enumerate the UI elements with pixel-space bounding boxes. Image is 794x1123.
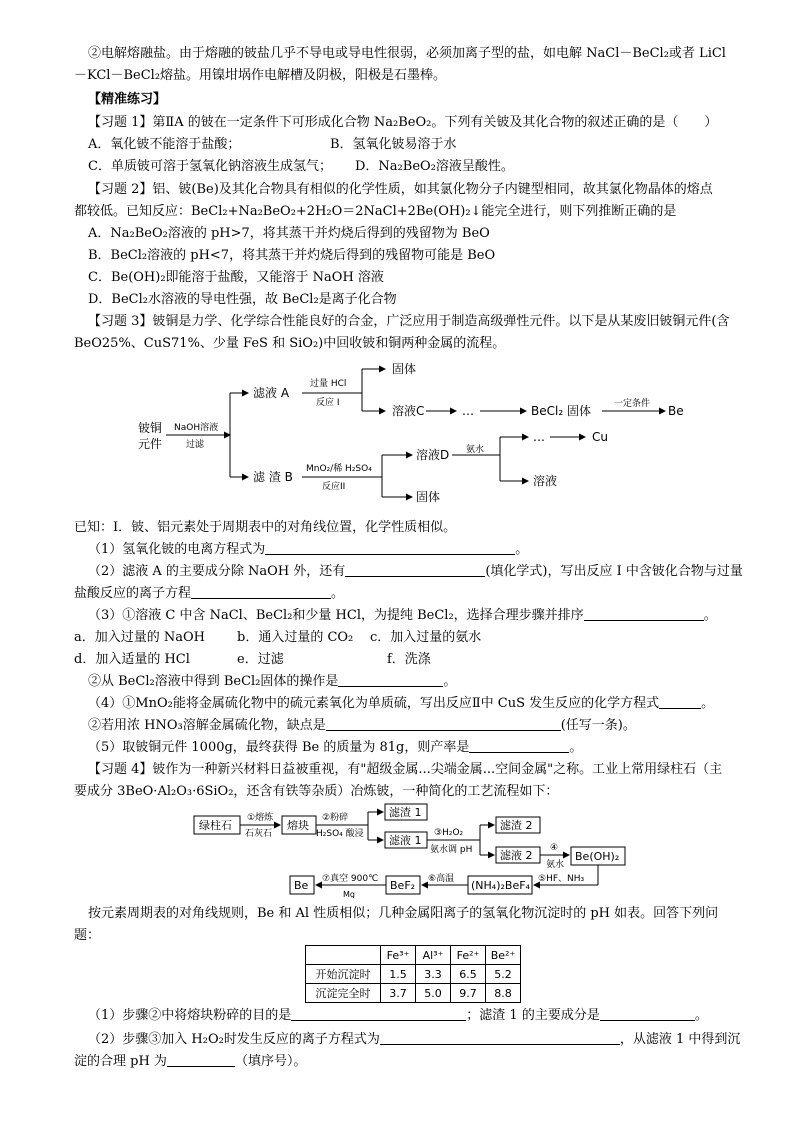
answer-blank[interactable] xyxy=(469,739,569,753)
flow-be: Be xyxy=(668,404,684,418)
table-header-cell: Fe³⁺ xyxy=(381,946,416,965)
q3-part2-end: 。 xyxy=(331,586,345,601)
q3-opt-a: a．加入过量的 NaOH xyxy=(74,630,206,645)
table-row xyxy=(306,984,521,1003)
ph-table xyxy=(305,945,521,1003)
answer-blank[interactable] xyxy=(380,1031,620,1045)
table-cell: 沉淀完全时 xyxy=(306,984,381,1003)
q4-part2-text-d: （填序号）。 xyxy=(234,1054,307,1069)
q2-stem-2: 都较低。已知反应：BeCl₂+Na₂BeO₂+2H₂O＝2NaCl+2Be(OH)₂↓能完全进行，则下列推断正确的是 xyxy=(74,204,677,219)
q4-part1 xyxy=(88,1006,708,1026)
table-cell: 1.5 xyxy=(381,965,416,984)
table-cell: 6.5 xyxy=(451,965,486,984)
q1-option-c: C．单质铍可溶于氢氧化钠溶液生成氢气； xyxy=(88,159,332,174)
flow-be: Be xyxy=(294,879,309,892)
q3-part3b xyxy=(88,672,456,692)
q4-part2-text-c: 淀的合理 pH 为 xyxy=(74,1054,167,1069)
table-row xyxy=(306,965,521,984)
q3-part4 xyxy=(88,694,714,714)
flow-dots-1: … xyxy=(462,404,474,418)
flow-mg: Mg xyxy=(343,890,355,898)
flow-s4: ④ xyxy=(550,843,559,853)
q2-option-c: C．Be(OH)₂即能溶于盐酸，又能溶于 NaOH 溶液 xyxy=(88,270,384,285)
table-cell: 3.3 xyxy=(416,965,451,984)
q3-part4b xyxy=(88,716,636,736)
q4-part2 xyxy=(88,1030,740,1050)
intro-line-1: ②电解熔融盐。由于熔融的铍盐几乎不导电或导电性很弱，必须加离子型的盐，如电解 NaCl－BeCl₂或者 LiCl xyxy=(88,46,726,61)
flow-fil2: 滤液 2 xyxy=(500,849,533,862)
intro-line-2: －KCl－BeCl₂熔盐。用镍坩埚作电解槽及阴极，阳极是石墨棒。 xyxy=(74,68,447,83)
q3-part1 xyxy=(88,540,528,560)
section-heading: 【精准练习】 xyxy=(88,92,167,107)
q2-option-b: B．BeCl₂溶液的 pH<7，将其蒸干并灼烧后得到的残留物可能是 BeO xyxy=(88,248,496,263)
q3-part4-text: （4）①MnO₂能将金属硫化物中的硫元素氧化为单质硫，写出反应Ⅱ中 CuS 发生反应的化学方程式 xyxy=(88,696,660,711)
q3-opt-d: d．加入适量的 HCl xyxy=(74,652,190,667)
flow-melt: 熔块 xyxy=(287,819,309,832)
q4-part1-end: 。 xyxy=(694,1008,708,1023)
table-header-cell: Fe²⁺ xyxy=(451,946,486,965)
flow-filtrate-a: 滤液 A xyxy=(253,386,290,400)
q2-option-d: D．BeCl₂水溶液的导电性强，故 BeCl₂是离子化合物 xyxy=(88,292,397,307)
q3-part1-text: （1）氢氧化铍的电离方程式为 xyxy=(88,542,266,557)
q1-option-d: D．Na₂BeO₂溶液呈酸性。 xyxy=(355,159,514,174)
flow-s1: ①熔炼 xyxy=(247,813,274,823)
q3-opt-f: f．洗涤 xyxy=(387,652,431,667)
q2-stem-1: 【习题 2】铝、铍(Be)及其化合物具有相似的化学性质，如其氯化物分子内键型相同，故其氯化物晶体的熔点 xyxy=(88,182,713,197)
q4-part2-text: （2）步骤③加入 H₂O₂时发生反应的离子方程式为 xyxy=(88,1032,380,1047)
answer-blank[interactable] xyxy=(291,1007,466,1021)
q4-stem-2: 要成分 3BeO·Al₂O₃·6SiO₂，还含有铁等杂质）冶炼铍，一种简化的工艺流程如下： xyxy=(74,784,559,799)
flow-solid-1: 固体 xyxy=(392,362,417,376)
q3-part1-end: 。 xyxy=(515,542,529,557)
q3-part2-text: （2）滤液 A 的主要成分除 NaOH 外，还有 xyxy=(88,564,346,579)
flow-residue-b: 滤 渣 B xyxy=(253,470,293,484)
q3-part5-end: 。 xyxy=(569,740,583,755)
flow-s5: ⑤HF、NH₃ xyxy=(538,874,585,884)
flow-s2: ②粉碎 xyxy=(322,813,349,823)
table-header-row xyxy=(306,946,521,965)
flow-sol: 溶液 xyxy=(533,474,558,488)
q3-part2 xyxy=(88,562,743,582)
q4-part2-line2 xyxy=(74,1052,306,1072)
q3-opt-b: b．通入过量的 CO₂ xyxy=(237,630,354,645)
flow-s7: ⑦真空 900℃ xyxy=(322,874,379,884)
q4-text-1: 按元素周期表的对角线规则，Be 和 Al 性质相似；几种金属阳离子的氢氧化物沉淀时的 pH 如表。回答下列问 xyxy=(88,906,719,921)
flow-beoh2: Be(OH)₂ xyxy=(575,850,620,863)
q2-option-a: A．Na₂BeO₂溶液的 pH>7，将其蒸干并灼烧后得到的残留物为 BeO xyxy=(88,226,490,241)
q3-stem-1: 【习题 3】铍铜是力学、化学综合性能良好的合金，广泛应用于制造高级弹性元件。以下是从某废旧铍铜元件(含 xyxy=(88,314,730,329)
flow-nh3: 氨水 xyxy=(466,445,485,455)
table-cell: 3.7 xyxy=(381,984,416,1003)
q3-part2-text-c: 盐酸反应的离子方程 xyxy=(74,586,192,601)
table-header-cell: Al³⁺ xyxy=(416,946,451,965)
answer-blank[interactable] xyxy=(338,673,443,687)
flow-start-1: 铍铜 xyxy=(138,421,163,435)
q3-known: 已知：I．铍、铝元素处于周期表中的对角线位置，化学性质相似。 xyxy=(74,520,457,535)
q1-stem: 【习题 1】第ⅡA 的铍在一定条件下可形成化合物 Na₂BeO₂。下列有关铍及其化合物的叙述正确的是（ ） xyxy=(88,115,718,130)
flow-hcl: 过量 HCl xyxy=(310,379,347,389)
q3-part4b-tail: (任写一条)。 xyxy=(560,718,636,733)
flow-solid-2: 固体 xyxy=(416,490,441,504)
q4-part1-text: （1）步骤②中将熔块粉碎的目的是 xyxy=(88,1008,292,1023)
flow-res2: 滤渣 2 xyxy=(500,819,533,832)
flow-rxn1: 反应 I xyxy=(316,398,340,408)
q4-part1-text-b: ；滤渣 1 的主要成分是 xyxy=(466,1008,600,1023)
flow-cond: 一定条件 xyxy=(614,399,651,409)
flow-fil1: 滤液 1 xyxy=(389,834,422,847)
flow-op-filter: 过滤 xyxy=(186,440,205,450)
q4-flowchart xyxy=(190,802,630,898)
flow-beryl: 绿柱石 xyxy=(199,819,232,832)
answer-blank[interactable] xyxy=(265,541,515,555)
q3-stem-2: BeO25%、CuS71%、少量 FeS 和 SiO₂)中回收铍和铜两种金属的流程。 xyxy=(74,336,506,351)
q1-option-b: B．氢氧化铍易溶于水 xyxy=(330,137,457,152)
flow-acid: H₂SO₄ 酸浸 xyxy=(316,829,364,839)
flow-bef2: BeF₂ xyxy=(390,879,416,892)
q3-part4b-text: ②若用浓 HNO₃溶解金属硫化物，缺点是 xyxy=(88,718,326,733)
q3-part3b-end: 。 xyxy=(443,674,457,689)
flow-sol-d: 溶液D xyxy=(416,448,450,462)
answer-blank[interactable] xyxy=(659,695,701,709)
flow-cu: Cu xyxy=(592,430,608,444)
q3-part4-end: 。 xyxy=(701,696,715,711)
flow-sol-c: 溶液C xyxy=(392,404,425,418)
flow-ammo2: 氨水 xyxy=(546,860,565,870)
answer-blank[interactable] xyxy=(191,585,331,599)
flow-rxn2: 反应II xyxy=(322,482,346,492)
flow-dots-2: … xyxy=(533,430,545,444)
table-cell: 5.2 xyxy=(486,965,521,984)
table-header-cell: Be²⁺ xyxy=(486,946,521,965)
answer-blank[interactable] xyxy=(600,1007,695,1021)
table-header-cell xyxy=(306,946,381,965)
q3-flowchart xyxy=(130,355,690,515)
table-cell: 开始沉淀时 xyxy=(306,965,381,984)
q3-part3-text: （3）①溶液 C 中含 NaCl、BeCl₂和少量 HCl，为提纯 BeCl₂，选择合理步骤并排序 xyxy=(88,608,584,623)
q3-part2-line2 xyxy=(74,584,344,604)
q3-part5 xyxy=(88,738,582,758)
answer-blank[interactable] xyxy=(167,1053,235,1067)
q3-opt-c: c．加入过量的氨水 xyxy=(370,630,482,645)
q3-part2-text-b: (填化学式)，写出反应 I 中含铍化合物与过量 xyxy=(485,564,743,579)
q3-part3-end: 。 xyxy=(703,608,717,623)
flow-ammo: 氨水调 pH xyxy=(430,845,473,855)
answer-blank[interactable] xyxy=(326,717,561,731)
q1-option-a: A．氧化铍不能溶于盐酸； xyxy=(88,137,241,152)
table-cell: 8.8 xyxy=(486,984,521,1003)
q4-part2-text-b: ，从滤液 1 中得到沉 xyxy=(619,1032,741,1047)
flow-reagent-naoh: NaOH溶液 xyxy=(174,423,219,433)
table-cell: 5.0 xyxy=(416,984,451,1003)
q3-part3 xyxy=(88,606,717,626)
flow-s3: ③H₂O₂ xyxy=(434,828,464,838)
q3-part5-text: （5）取铍铜元件 1000g，最终获得 Be 的质量为 81g，则产率是 xyxy=(88,740,470,755)
q3-opt-e: e．过滤 xyxy=(237,652,284,667)
flow-start-2: 元件 xyxy=(138,437,163,451)
flow-s6: ⑥高温 xyxy=(428,874,455,884)
table-cell: 9.7 xyxy=(451,984,486,1003)
q4-stem-1: 【习题 4】铍作为一种新兴材料日益被重视，有"超级金属...尖端金属...空间金属"之称。工业上常用绿柱石（主 xyxy=(88,762,723,777)
answer-blank[interactable] xyxy=(584,607,704,621)
flow-mno2: MnO₂/稀 H₂SO₄ xyxy=(306,464,372,474)
answer-blank[interactable] xyxy=(345,563,485,577)
q3-part3b-text: ②从 BeCl₂溶液中得到 BeCl₂固体的操作是 xyxy=(88,674,339,689)
flow-nh4: (NH₄)₂BeF₄ xyxy=(471,879,530,892)
flow-lime: 石灰石 xyxy=(245,829,273,839)
flow-becl2: BeCl₂ 固体 xyxy=(531,404,591,418)
q4-text-2: 题： xyxy=(74,928,101,943)
flow-res1: 滤渣 1 xyxy=(389,806,422,819)
